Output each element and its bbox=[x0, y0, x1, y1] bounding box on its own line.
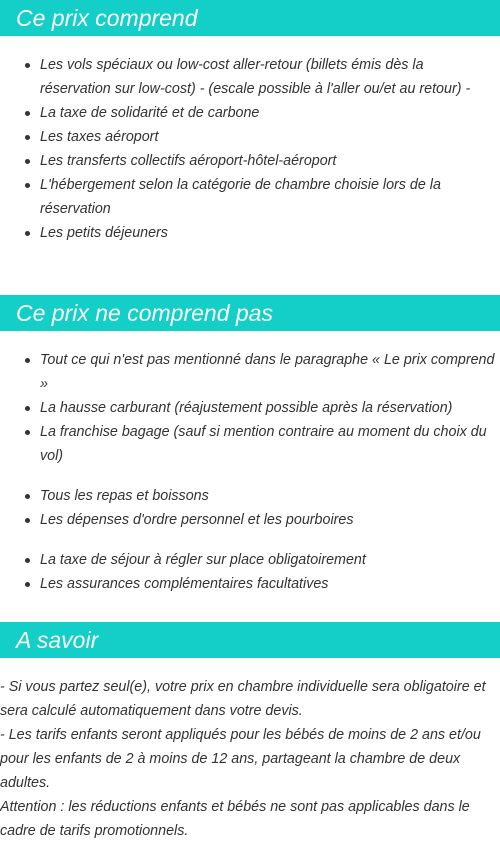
section-title-not-included: Ce prix ne comprend pas bbox=[16, 299, 273, 326]
info-paragraph: Attention : les réductions enfants et bébés ne sont pas applicables dans le cadre de tarifs promotionnels. bbox=[0, 799, 470, 839]
list-item: La hausse carburant (réajustement possible après la réservation) bbox=[40, 396, 496, 420]
list-item: Les assurances complémentaires facultatives bbox=[40, 572, 496, 596]
list-item: Les petits déjeuners bbox=[40, 221, 496, 245]
info-paragraph: - Si vous partez seul(e), votre prix en chambre individuelle sera obligatoire et sera calculé automatiquement dans votre devis. bbox=[0, 679, 486, 719]
list-item: La franchise bagage (sauf si mention contraire au moment du choix du vol) bbox=[40, 420, 496, 468]
list-item: Les taxes aéroport bbox=[40, 125, 496, 149]
included-list bbox=[0, 53, 500, 245]
section-title-included: Ce prix comprend bbox=[16, 4, 198, 31]
section-header-not-included bbox=[0, 295, 500, 331]
list-item: Les transferts collectifs aéroport-hôtel-aéroport bbox=[40, 149, 496, 173]
list-item: Tous les repas et boissons bbox=[40, 484, 496, 508]
not-included-list bbox=[0, 348, 500, 596]
list-item: La taxe de séjour à régler sur place obligatoirement bbox=[40, 548, 496, 572]
section-info bbox=[0, 622, 500, 843]
list-item: Tout ce qui n'est pas mentionné dans le paragraphe « Le prix comprend » bbox=[40, 348, 496, 396]
info-paragraph: - Les tarifs enfants seront appliqués pour les bébés de moins de 2 ans et/ou pour les enfants de 2 à moins de 12 ans, partageant la chambre de deux adultes. bbox=[0, 727, 481, 791]
info-text bbox=[0, 675, 500, 843]
section-not-included bbox=[0, 295, 500, 596]
list-item: Les vols spéciaux ou low-cost aller-retour (billets émis dès la réservation sur low-cost) - (escale possible à l'aller ou/et au retour) - bbox=[40, 53, 496, 101]
section-included bbox=[0, 0, 500, 245]
section-header-info bbox=[0, 622, 500, 658]
list-item: L'hébergement selon la catégorie de chambre choisie lors de la réservation bbox=[40, 173, 496, 221]
list-item: Les dépenses d'ordre personnel et les pourboires bbox=[40, 508, 496, 532]
section-title-info: A savoir bbox=[16, 626, 99, 653]
section-header-included bbox=[0, 0, 500, 36]
list-item: La taxe de solidarité et de carbone bbox=[40, 101, 496, 125]
